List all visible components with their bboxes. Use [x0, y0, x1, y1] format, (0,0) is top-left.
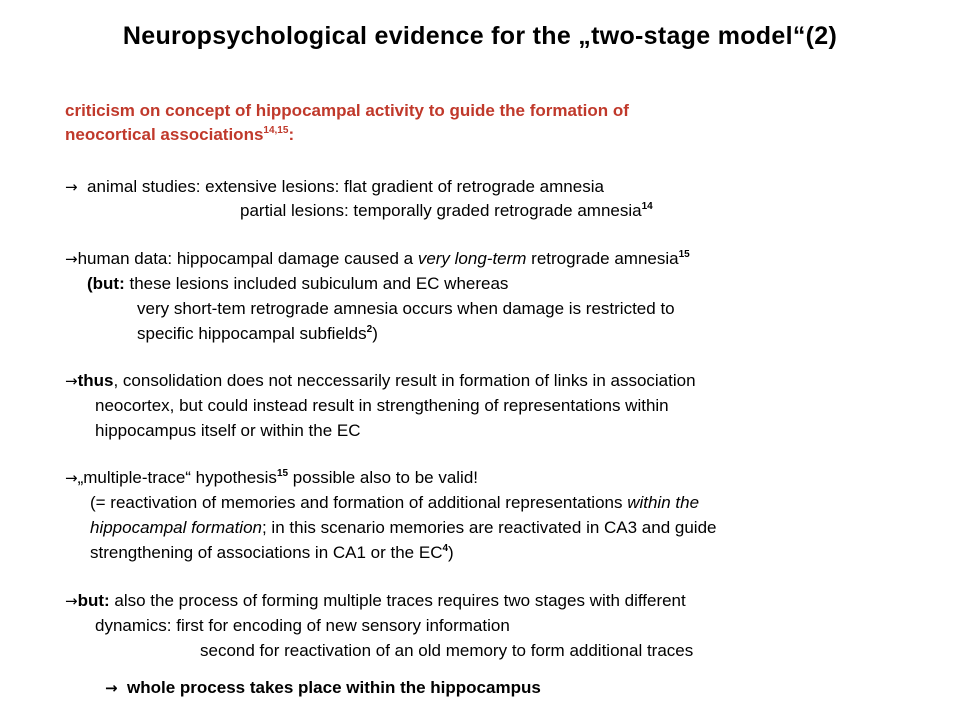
- multiple-trace-line-1: →„multiple-trace“ hypothesis$^{15}$ possible also to be valid!: [65, 468, 479, 487]
- multiple-trace-line-4: strengthening of associations in CA1 or the $EC^4$): [90, 543, 454, 562]
- arrow-icon: →: [65, 592, 78, 610]
- arrow-icon: →: [65, 250, 78, 268]
- criticism-line-1: criticism on concept of hippocampal activity to guide the formation of: [65, 101, 629, 120]
- thus-line-2: neocortex, but could instead result in strengthening of representations within: [95, 396, 669, 415]
- conclusion-line: → whole process takes place within the hippocampus: [105, 678, 541, 697]
- multiple-trace-line-3: hippocampal formation; in this scenario memories are reactivated in CA3 and guide: [90, 518, 717, 537]
- animal-studies-line-1: → animal studies: extensive lesions: flat gradient of retrograde amnesia: [65, 177, 604, 196]
- thus-line-3: hippocampus itself or within the EC: [95, 421, 361, 440]
- but-line-2: dynamics: first for encoding of new sensory information: [95, 616, 510, 635]
- arrow-icon: →: [65, 469, 78, 487]
- thus-line-1: →thus, consolidation does not neccessarily result in formation of links in association: [65, 371, 696, 390]
- slide-title: Neuropsychological evidence for the „two-stage model“(2): [122, 22, 838, 50]
- human-data-line-2: (but: these lesions included subiculum and EC whereas: [87, 274, 509, 293]
- arrow-icon: →: [65, 372, 78, 390]
- multiple-trace-line-2: (= reactivation of memories and formation of additional representations within the: [90, 493, 700, 512]
- animal-studies-line-2: partial lesions: temporally graded retrograde amnesia$^{14}$: [240, 201, 653, 220]
- human-data-line-3: very short-tem retrograde amnesia occurs when damage is restricted to: [137, 299, 675, 318]
- but-line-1: →but: also the process of forming multiple traces requires two stages with different: [65, 591, 686, 610]
- criticism-line-2: neocortical associations$^{14,15}$:: [65, 125, 295, 144]
- arrow-icon: →: [105, 679, 118, 697]
- arrow-icon: →: [65, 178, 78, 196]
- human-data-line-4: specific hippocampal subfields$^2$): [137, 324, 378, 343]
- human-data-line-1: →human data: hippocampal damage caused a very long-term retrograde amnesia$^{15}$: [65, 249, 690, 268]
- but-line-3: second for reactivation of an old memory to form additional traces: [200, 641, 694, 660]
